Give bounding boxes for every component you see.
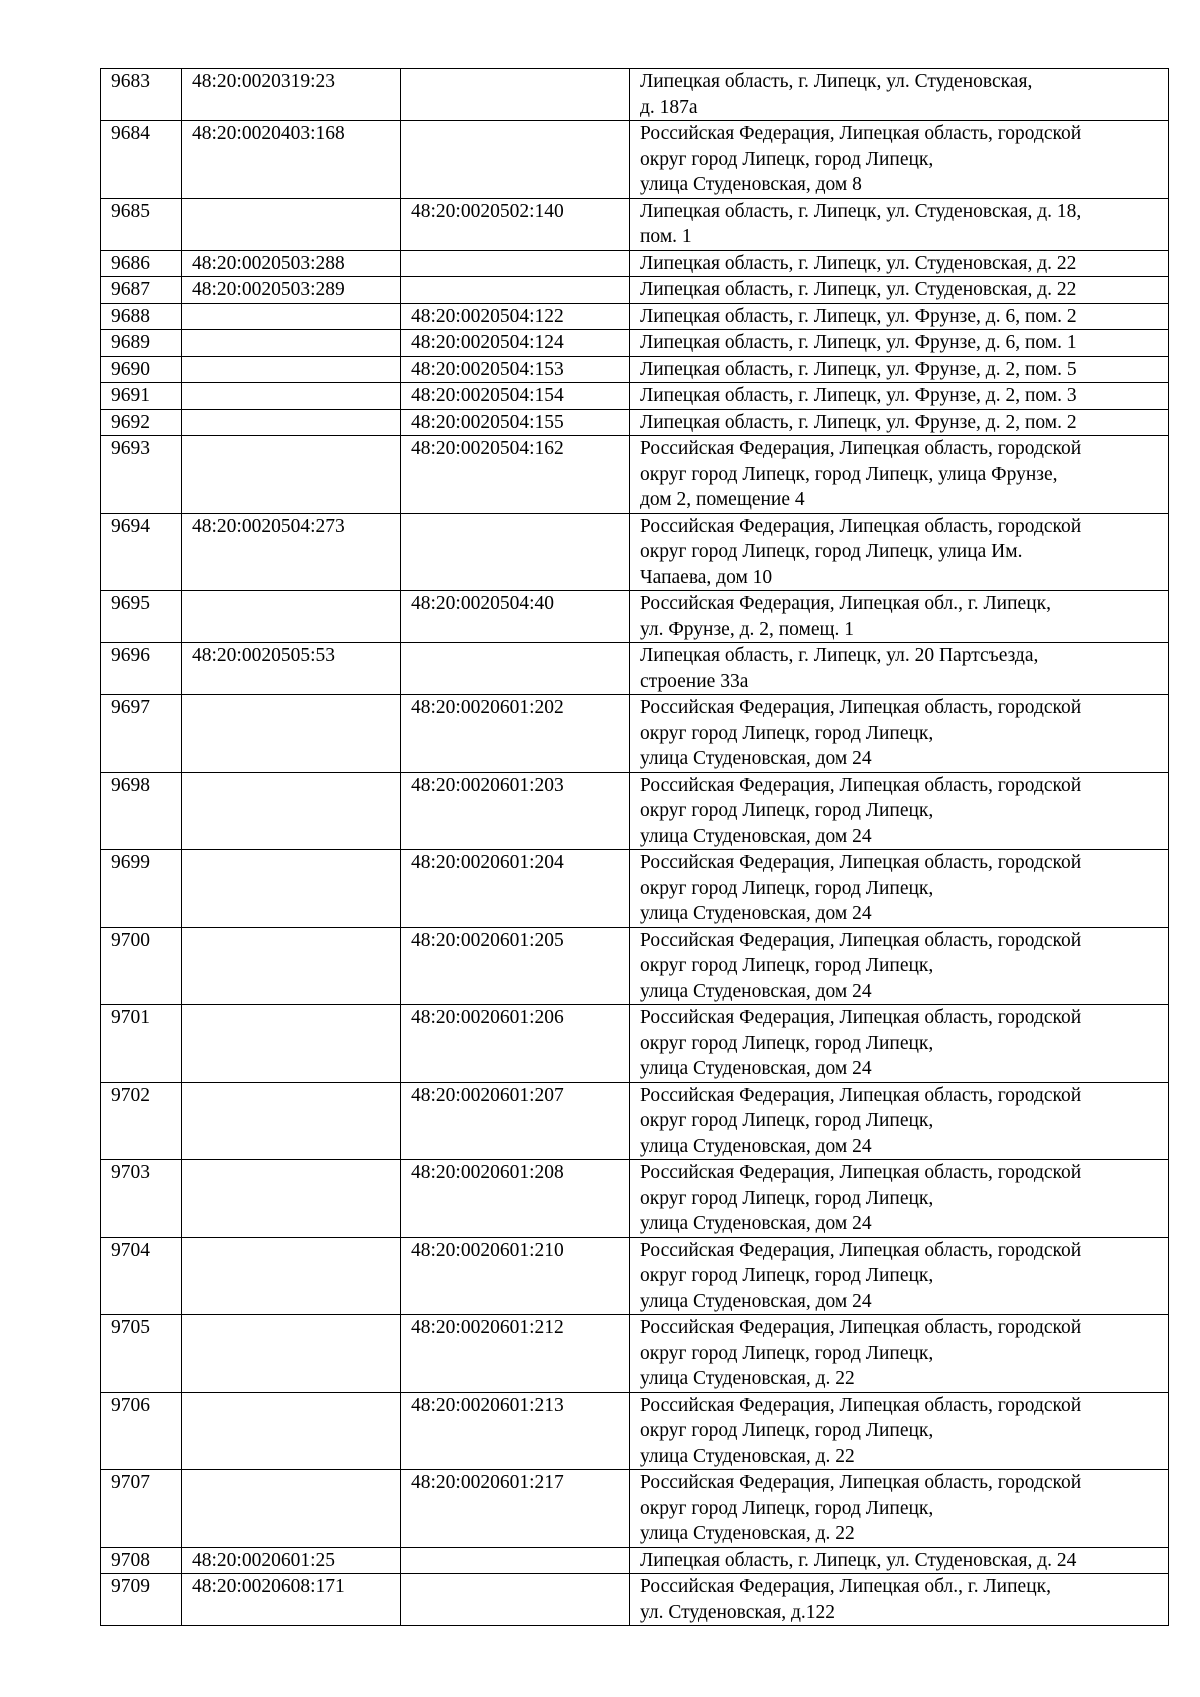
address-cell: Российская Федерация, Липецкая область, городской округ город Липецк, город Липецк, улица Студеновская, дом 24 xyxy=(630,695,1169,773)
premises-cadastral-number-cell: 48:20:0020601:207 xyxy=(401,1082,630,1160)
row-number-cell: 9686 xyxy=(101,250,182,277)
row-number-cell: 9697 xyxy=(101,695,182,773)
cadastral-number-cell xyxy=(182,591,401,643)
premises-cadastral-number-cell xyxy=(401,1574,630,1626)
address-cell: Российская Федерация, Липецкая область, городской округ город Липецк, город Липецк, улица Студеновская, д. 22 xyxy=(630,1392,1169,1470)
address-cell: Российская Федерация, Липецкая область, городской округ город Липецк, город Липецк, улица Фрунзе, дом 2, помещение 4 xyxy=(630,436,1169,514)
premises-cadastral-number-cell: 48:20:0020601:210 xyxy=(401,1237,630,1315)
table-row xyxy=(101,850,1169,928)
address-cell: Липецкая область, г. Липецк, ул. Фрунзе, д. 6, пом. 2 xyxy=(630,303,1169,330)
table-row xyxy=(101,436,1169,514)
cadastral-number-cell xyxy=(182,1392,401,1470)
row-number-cell: 9695 xyxy=(101,591,182,643)
row-number-cell: 9687 xyxy=(101,277,182,304)
row-number-cell: 9707 xyxy=(101,1470,182,1548)
premises-cadastral-number-cell xyxy=(401,250,630,277)
table-row xyxy=(101,356,1169,383)
address-cell: Российская Федерация, Липецкая область, городской округ город Липецк, город Липецк, улица Студеновская, дом 8 xyxy=(630,121,1169,199)
premises-cadastral-number-cell: 48:20:0020601:208 xyxy=(401,1160,630,1238)
cadastral-number-cell: 48:20:0020503:289 xyxy=(182,277,401,304)
premises-cadastral-number-cell: 48:20:0020504:154 xyxy=(401,383,630,410)
address-cell: Российская Федерация, Липецкая область, городской округ город Липецк, город Липецк, улица Студеновская, д. 22 xyxy=(630,1470,1169,1548)
table-row xyxy=(101,409,1169,436)
row-number-cell: 9685 xyxy=(101,198,182,250)
cadastral-number-cell xyxy=(182,1005,401,1083)
cadastral-number-cell: 48:20:0020601:25 xyxy=(182,1547,401,1574)
row-number-cell: 9696 xyxy=(101,643,182,695)
premises-cadastral-number-cell: 48:20:0020601:203 xyxy=(401,772,630,850)
cadastral-number-cell xyxy=(182,927,401,1005)
row-number-cell: 9683 xyxy=(101,69,182,121)
premises-cadastral-number-cell: 48:20:0020601:202 xyxy=(401,695,630,773)
row-number-cell: 9690 xyxy=(101,356,182,383)
premises-cadastral-number-cell: 48:20:0020601:213 xyxy=(401,1392,630,1470)
address-cell: Российская Федерация, Липецкая область, городской округ город Липецк, город Липецк, улица Им. Чапаева, дом 10 xyxy=(630,513,1169,591)
cadastral-number-cell: 48:20:0020319:23 xyxy=(182,69,401,121)
table-row xyxy=(101,1574,1169,1626)
address-cell: Липецкая область, г. Липецк, ул. Студеновская, д. 18, пом. 1 xyxy=(630,198,1169,250)
row-number-cell: 9684 xyxy=(101,121,182,199)
table-row xyxy=(101,1392,1169,1470)
premises-cadastral-number-cell: 48:20:0020504:40 xyxy=(401,591,630,643)
row-number-cell: 9694 xyxy=(101,513,182,591)
table-row xyxy=(101,1315,1169,1393)
row-number-cell: 9689 xyxy=(101,330,182,357)
row-number-cell: 9699 xyxy=(101,850,182,928)
cadastral-number-cell xyxy=(182,1470,401,1548)
address-cell: Российская Федерация, Липецкая область, городской округ город Липецк, город Липецк, улица Студеновская, дом 24 xyxy=(630,1082,1169,1160)
address-cell: Липецкая область, г. Липецк, ул. Студеновская, д. 22 xyxy=(630,277,1169,304)
table-row xyxy=(101,277,1169,304)
table-row xyxy=(101,69,1169,121)
cadastral-number-cell xyxy=(182,1082,401,1160)
row-number-cell: 9688 xyxy=(101,303,182,330)
table-row xyxy=(101,1237,1169,1315)
address-cell: Липецкая область, г. Липецк, ул. Фрунзе, д. 2, пом. 5 xyxy=(630,356,1169,383)
row-number-cell: 9691 xyxy=(101,383,182,410)
cadastral-number-cell xyxy=(182,383,401,410)
premises-cadastral-number-cell xyxy=(401,69,630,121)
row-number-cell: 9700 xyxy=(101,927,182,1005)
premises-cadastral-number-cell: 48:20:0020504:162 xyxy=(401,436,630,514)
address-cell: Российская Федерация, Липецкая обл., г. Липецк, ул. Фрунзе, д. 2, помещ. 1 xyxy=(630,591,1169,643)
cadastral-number-cell: 48:20:0020504:273 xyxy=(182,513,401,591)
table-row xyxy=(101,303,1169,330)
table-row xyxy=(101,1547,1169,1574)
row-number-cell: 9701 xyxy=(101,1005,182,1083)
table-row xyxy=(101,695,1169,773)
premises-cadastral-number-cell: 48:20:0020504:122 xyxy=(401,303,630,330)
address-cell: Российская Федерация, Липецкая обл., г. Липецк, ул. Студеновская, д.122 xyxy=(630,1574,1169,1626)
address-cell: Российская Федерация, Липецкая область, городской округ город Липецк, город Липецк, улица Студеновская, дом 24 xyxy=(630,1005,1169,1083)
premises-cadastral-number-cell: 48:20:0020502:140 xyxy=(401,198,630,250)
address-cell: Липецкая область, г. Липецк, ул. Студеновская, д. 187а xyxy=(630,69,1169,121)
premises-cadastral-number-cell xyxy=(401,277,630,304)
cadastral-number-cell xyxy=(182,330,401,357)
address-cell: Российская Федерация, Липецкая область, городской округ город Липецк, город Липецк, улица Студеновская, дом 24 xyxy=(630,1237,1169,1315)
cadastral-number-cell xyxy=(182,695,401,773)
address-cell: Липецкая область, г. Липецк, ул. 20 Партсъезда, строение 33а xyxy=(630,643,1169,695)
address-cell: Российская Федерация, Липецкая область, городской округ город Липецк, город Липецк, улица Студеновская, дом 24 xyxy=(630,1160,1169,1238)
row-number-cell: 9703 xyxy=(101,1160,182,1238)
table-row xyxy=(101,1470,1169,1548)
address-cell: Липецкая область, г. Липецк, ул. Фрунзе, д. 2, пом. 3 xyxy=(630,383,1169,410)
premises-cadastral-number-cell: 48:20:0020601:217 xyxy=(401,1470,630,1548)
address-cell: Российская Федерация, Липецкая область, городской округ город Липецк, город Липецк, улица Студеновская, д. 22 xyxy=(630,1315,1169,1393)
address-cell: Российская Федерация, Липецкая область, городской округ город Липецк, город Липецк, улица Студеновская, дом 24 xyxy=(630,850,1169,928)
cadastral-number-cell xyxy=(182,772,401,850)
row-number-cell: 9704 xyxy=(101,1237,182,1315)
cadastral-number-cell: 48:20:0020608:171 xyxy=(182,1574,401,1626)
address-cell: Российская Федерация, Липецкая область, городской округ город Липецк, город Липецк, улица Студеновская, дом 24 xyxy=(630,927,1169,1005)
cadastral-number-cell xyxy=(182,198,401,250)
address-cell: Липецкая область, г. Липецк, ул. Студеновская, д. 24 xyxy=(630,1547,1169,1574)
table-row xyxy=(101,643,1169,695)
cadastral-number-cell xyxy=(182,850,401,928)
premises-cadastral-number-cell: 48:20:0020504:124 xyxy=(401,330,630,357)
table-row xyxy=(101,121,1169,199)
document-table xyxy=(100,68,1169,1626)
address-cell: Российская Федерация, Липецкая область, городской округ город Липецк, город Липецк, улица Студеновская, дом 24 xyxy=(630,772,1169,850)
table-row xyxy=(101,772,1169,850)
row-number-cell: 9693 xyxy=(101,436,182,514)
cadastral-number-cell xyxy=(182,1160,401,1238)
cadastral-number-cell: 48:20:0020503:288 xyxy=(182,250,401,277)
row-number-cell: 9709 xyxy=(101,1574,182,1626)
table-row xyxy=(101,330,1169,357)
table-row xyxy=(101,591,1169,643)
table-row xyxy=(101,1082,1169,1160)
cadastral-number-cell xyxy=(182,409,401,436)
cadastral-number-cell: 48:20:0020403:168 xyxy=(182,121,401,199)
premises-cadastral-number-cell xyxy=(401,513,630,591)
address-cell: Липецкая область, г. Липецк, ул. Фрунзе, д. 2, пом. 2 xyxy=(630,409,1169,436)
row-number-cell: 9692 xyxy=(101,409,182,436)
table-row xyxy=(101,1160,1169,1238)
table-body xyxy=(101,69,1169,1626)
table-row xyxy=(101,383,1169,410)
cadastral-number-cell xyxy=(182,1237,401,1315)
table-row xyxy=(101,927,1169,1005)
premises-cadastral-number-cell xyxy=(401,121,630,199)
premises-cadastral-number-cell: 48:20:0020601:206 xyxy=(401,1005,630,1083)
premises-cadastral-number-cell xyxy=(401,1547,630,1574)
premises-cadastral-number-cell: 48:20:0020504:153 xyxy=(401,356,630,383)
premises-cadastral-number-cell: 48:20:0020504:155 xyxy=(401,409,630,436)
premises-cadastral-number-cell: 48:20:0020601:205 xyxy=(401,927,630,1005)
row-number-cell: 9706 xyxy=(101,1392,182,1470)
premises-cadastral-number-cell: 48:20:0020601:212 xyxy=(401,1315,630,1393)
address-cell: Липецкая область, г. Липецк, ул. Фрунзе, д. 6, пом. 1 xyxy=(630,330,1169,357)
row-number-cell: 9698 xyxy=(101,772,182,850)
row-number-cell: 9708 xyxy=(101,1547,182,1574)
row-number-cell: 9705 xyxy=(101,1315,182,1393)
cadastral-number-cell: 48:20:0020505:53 xyxy=(182,643,401,695)
row-number-cell: 9702 xyxy=(101,1082,182,1160)
cadastral-number-cell xyxy=(182,1315,401,1393)
cadastral-number-cell xyxy=(182,356,401,383)
table-row xyxy=(101,1005,1169,1083)
cadastral-number-cell xyxy=(182,436,401,514)
table-row xyxy=(101,198,1169,250)
address-cell: Липецкая область, г. Липецк, ул. Студеновская, д. 22 xyxy=(630,250,1169,277)
premises-cadastral-number-cell xyxy=(401,643,630,695)
cadastral-number-cell xyxy=(182,303,401,330)
premises-cadastral-number-cell: 48:20:0020601:204 xyxy=(401,850,630,928)
table-row xyxy=(101,513,1169,591)
table-row xyxy=(101,250,1169,277)
